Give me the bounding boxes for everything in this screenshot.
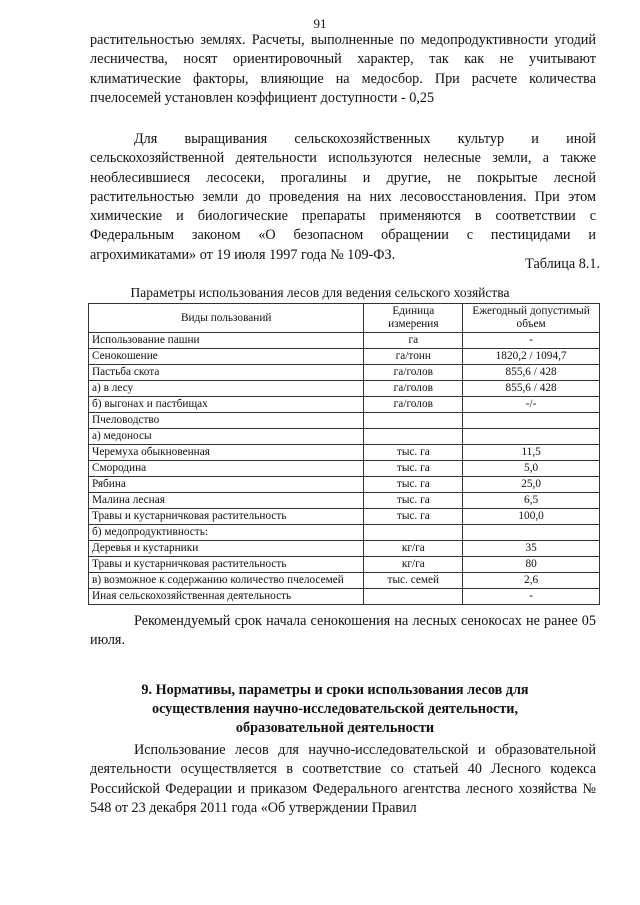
cell-unit — [364, 525, 463, 541]
cell-unit: тыс. га — [364, 461, 463, 477]
cell-kind: Рябина — [89, 477, 364, 493]
table-row — [89, 365, 600, 381]
cell-unit: кг/га — [364, 557, 463, 573]
table-header-row — [89, 304, 600, 333]
cell-kind: Малина лесная — [89, 493, 364, 509]
cell-unit: тыс. га — [364, 493, 463, 509]
cell-unit: га/тонн — [364, 349, 463, 365]
table-row — [89, 349, 600, 365]
cell-volume: 6,5 — [463, 493, 600, 509]
table-row — [89, 477, 600, 493]
table-row — [89, 333, 600, 349]
cell-kind: Пчеловодство — [89, 413, 364, 429]
cell-volume: 100,0 — [463, 509, 600, 525]
cell-unit — [364, 413, 463, 429]
cell-unit: тыс. семей — [364, 573, 463, 589]
cell-volume — [463, 525, 600, 541]
header-volume: Ежегодный допустимый объем — [463, 304, 600, 333]
cell-unit: га/голов — [364, 397, 463, 413]
cell-kind: Использование пашни — [89, 333, 364, 349]
table-row — [89, 557, 600, 573]
table-row — [89, 413, 600, 429]
cell-volume — [463, 429, 600, 445]
cell-unit: тыс. га — [364, 477, 463, 493]
table-row — [89, 397, 600, 413]
cell-kind: а) медоносы — [89, 429, 364, 445]
table-row — [89, 429, 600, 445]
cell-volume: 80 — [463, 557, 600, 573]
table-row — [89, 509, 600, 525]
table-row — [89, 573, 600, 589]
paragraph-4: Использование лесов для научно-исследовательской и образовательной деятельности осуществляется в соответствие со статьей 40 Лесного кодекса Российской Федерации и приказом Федерального агентства лесного хозяйства № 548 от 23 декабря 2011 года «Об утверждении Правил — [90, 742, 596, 816]
cell-kind: Иная сельскохозяйственная деятельность — [89, 589, 364, 605]
cell-unit: кг/га — [364, 541, 463, 557]
cell-kind: б) выгонах и пастбищах — [89, 397, 364, 413]
table-row — [89, 381, 600, 397]
page-number: 91 — [313, 16, 327, 31]
table-row — [89, 589, 600, 605]
paragraph-1: растительностью землях. Расчеты, выполненные по медопродуктивности угодий лесничества, носят ориентировочный характер, так как не учитывают климатические факторы, влияющие на медосбор. При расчете количества пчелосемей установлен коэффициент доступности - 0,25 — [90, 32, 596, 106]
cell-volume: 1820,2 / 1094,7 — [463, 349, 600, 365]
table-row — [89, 493, 600, 509]
paragraph-3: Рекомендуемый срок начала сенокошения на лесных сенокосах не ранее 05 июля. — [90, 613, 596, 649]
table-row — [89, 541, 600, 557]
cell-unit — [364, 429, 463, 445]
cell-volume: 25,0 — [463, 477, 600, 493]
table-row — [89, 445, 600, 461]
cell-volume: -/- — [463, 397, 600, 413]
header-kind: Виды пользований — [89, 304, 364, 333]
cell-kind: Деревья и кустарники — [89, 541, 364, 557]
cell-unit — [364, 589, 463, 605]
cell-volume: 855,6 / 428 — [463, 365, 600, 381]
cell-kind: Сенокошение — [89, 349, 364, 365]
cell-kind: Пастьба скота — [89, 365, 364, 381]
cell-kind: а) в лесу — [89, 381, 364, 397]
table-row — [89, 525, 600, 541]
cell-volume: 11,5 — [463, 445, 600, 461]
section-heading: 9. Нормативы, параметры и сроки использования лесов для осуществления научно-исследовательской деятельности, образовательной деятельности — [141, 682, 529, 736]
cell-volume — [463, 413, 600, 429]
parameters-table — [88, 303, 600, 605]
cell-unit: тыс. га — [364, 509, 463, 525]
cell-kind: Смородина — [89, 461, 364, 477]
cell-kind: в) возможное к содержанию количество пчелосемей — [89, 573, 364, 589]
cell-unit: га — [364, 333, 463, 349]
cell-kind: Черемуха обыкновенная — [89, 445, 364, 461]
cell-kind: Травы и кустарничковая растительность — [89, 509, 364, 525]
cell-volume: 5,0 — [463, 461, 600, 477]
paragraph-2: Для выращивания сельскохозяйственных культур и иной сельскохозяйственной деятельности используются нелесные земли, а также необлесившиеся лесосеки, прогалины и другие, не покрытые лесной растительностью земли до проведения на них лесовосстановления. При этом химические и биологические препараты применяются в соответствии с Федеральным законом «О безопасном обращении с пестицидами и агрохимикатами» от 19 июля 1997 года № 109-ФЗ. — [90, 131, 596, 263]
cell-unit: га/голов — [364, 381, 463, 397]
header-unit: Единица измерения — [364, 304, 463, 333]
cell-volume: - — [463, 333, 600, 349]
cell-kind: Травы и кустарничковая растительность — [89, 557, 364, 573]
cell-kind: б) медопродуктивность: — [89, 525, 364, 541]
cell-volume: - — [463, 589, 600, 605]
table-label: Таблица 8.1. — [525, 256, 600, 272]
cell-volume: 2,6 — [463, 573, 600, 589]
cell-unit: тыс. га — [364, 445, 463, 461]
cell-volume: 35 — [463, 541, 600, 557]
table-title: Параметры использования лесов для ведения сельского хозяйства — [130, 285, 510, 300]
cell-volume: 855,6 / 428 — [463, 381, 600, 397]
table-row — [89, 461, 600, 477]
cell-unit: га/голов — [364, 365, 463, 381]
